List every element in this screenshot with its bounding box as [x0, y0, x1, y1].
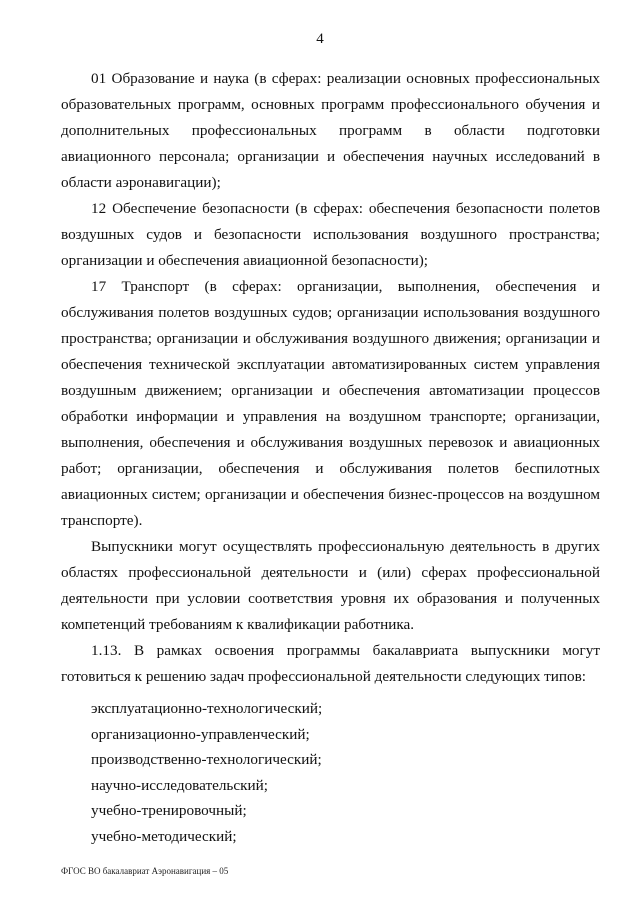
list-item: учебно-методический;	[91, 827, 237, 845]
list-item: организационно-управленческий;	[91, 725, 310, 743]
footer-document-id: ФГОС ВО бакалавриат Аэронавигация – 05	[61, 866, 229, 876]
page-number: 4	[316, 31, 324, 47]
list-item: научно-исследовательский;	[91, 776, 268, 794]
paragraph-education-science: 01 Образование и наука (в сферах: реализации основных профессиональных образовательных программ, основных программ профессионального обучения и дополнительных профессиональных программ в области подготовки авиационного персонала; организации и обеспечения научных исследований в области аэронавигации);	[61, 70, 600, 191]
list-item: учебно-тренировочный;	[91, 802, 247, 819]
paragraph-1-13: 1.13. В рамках освоения программы бакалавриата выпускники могут готовиться к решению задач профессиональной деятельности следующих типов:	[61, 642, 600, 685]
list-item: производственно-технологический;	[91, 751, 322, 768]
paragraph-other-areas: Выпускники могут осуществлять профессиональную деятельность в других областях профессиональной деятельности и (или) сферах профессиональной деятельности при условии соответствия уровня их образования и полученных компетенций требованиям к квалификации работника.	[61, 538, 600, 633]
list-item: эксплуатационно-технологический;	[91, 700, 323, 717]
paragraph-transport: 17 Транспорт (в сферах: организации, выполнения, обеспечения и обслуживания полетов воздушных судов; организации использования воздушного пространства; организации и обслуживания воздушного движения; организации и обеспечения технической эксплуатации автоматизированных систем управления воздушным движением; организации и обеспечения автоматизации процессов обработки информации и управления на воздушном транспорте; организации, выполнения, обеспечения и обслуживания воздушных перевозок и авиационных работ; организации, обеспечения и обслуживания полетов беспилотных авиационных систем; организации и обеспечения бизнес-процессов на воздушном транспорте).	[61, 278, 600, 529]
document-body	[61, 66, 600, 849]
task-types-list	[61, 696, 600, 849]
paragraph-security: 12 Обеспечение безопасности (в сферах: обеспечения безопасности полетов воздушных судов и безопасности использования воздушного пространства; организации и обеспечения авиационной безопасности);	[61, 200, 600, 269]
